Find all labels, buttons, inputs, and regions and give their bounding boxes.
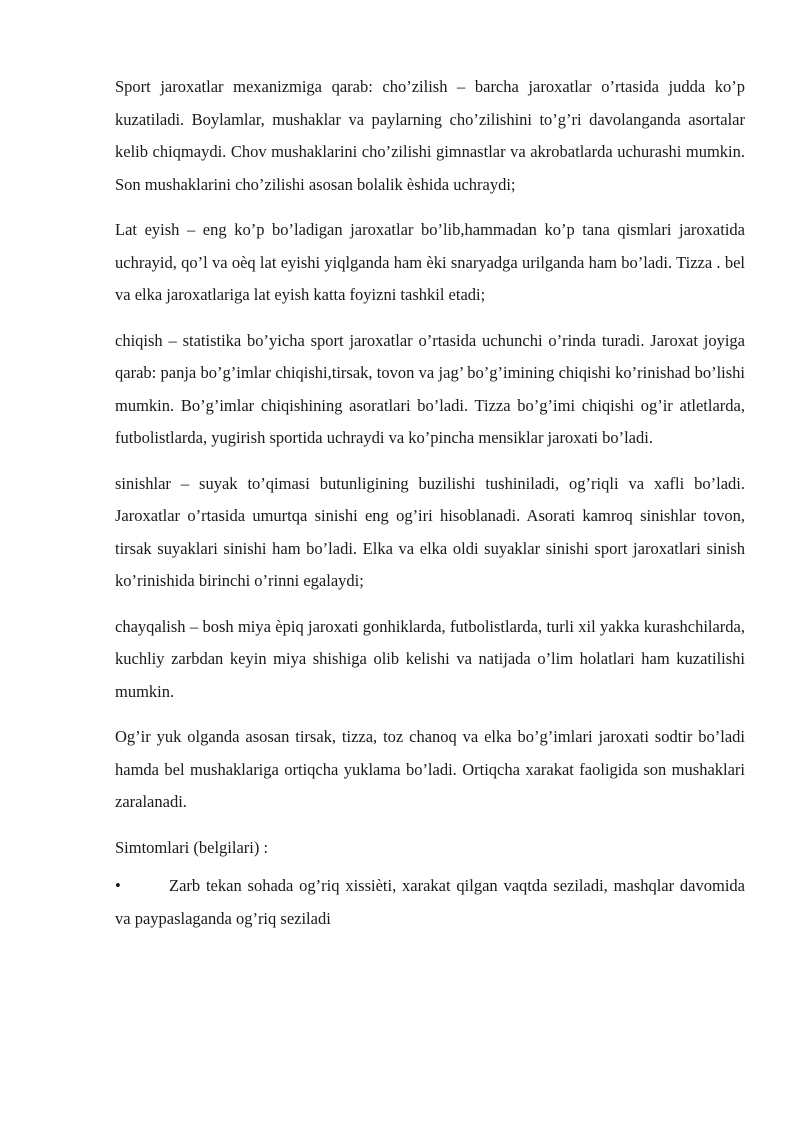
paragraph-bruise: Lat eyish – eng ko’p bo’ladigan jaroxatlar bo’lib,hammadan ko’p tana qismlari jaroxatida uchrayid, qo’l va oèq lat eyishi yiqlganda ham èki snaryadga urilganda ham bo’ladi. Tizza . bel va elka jaroxatlariga lat eyish katta foyizni tashkil etadi; <box>115 220 745 304</box>
paragraph-dislocation: chiqish – statistika bo’yicha sport jaroxatlar o’rtasida uchunchi o’rinda turadi. Jaroxat joyiga qarab: panja bo’g’imlar chiqishi,tirsak, tovon va jag’ bo’g’imining chiqishi ko’rinishad bo’lishi mumkin. Bo’g’imlar chiqishining asoratlari bo’ladi. Tizza bo’g’imi chiqishi og’ir atletlarda, futbolistlarda, yugirish sportida uchraydi va ko’pincha mensiklar jaroxati bo’ladi. <box>115 330 745 447</box>
bullet-icon: • <box>115 876 121 895</box>
paragraph-heavy-load: Og’ir yuk olganda asosan tirsak, tizza, toz chanoq va elka bo’g’imlari jaroxati sodtir bo’ladi hamda bel mushaklariga ortiqcha yuklama bo’ladi. Ortiqcha xarakat faoligida son mushaklari zaralanadi. <box>115 727 745 811</box>
paragraph-concussion: chayqalish – bosh miya èpiq jaroxati gonhiklarda, futbolistlarda, turli xil yakka kurashchilarda, kuchliy zarbdan keyin miya shishiga olib kelishi va natijada o’lim holatlari ham kuzatilishi mumkin. <box>115 616 745 701</box>
symptom-list-item <box>115 870 745 935</box>
paragraph-sprain: Sport jaroxatlar mexanizmiga qarab: cho’zilish – barcha jaroxatlar o’rtasida judda ko’p kuzatiladi. Boylamlar, mushaklar va paylarning cho’zilishini to’g’ri davolanganda asortalar kelib chiqmaydi. Chov mushaklarini cho’zilishi gimnastlar va akrobatlarda uchurashi mumkin. Son mushaklarini cho’zilishi asosan bolalik èshida uchraydi; <box>115 77 745 194</box>
symptoms-heading: Simtomlari (belgilari) : <box>115 837 269 857</box>
paragraph-fractures: sinishlar – suyak to’qimasi butunligining buzilishi tushiniladi, og’riqli va xafli bo’ladi. Jaroxatlar o’rtasida umurtqa sinishi eng og’iri hisoblanadi. Asorati kamroq sinishlar tovon, tirsak suyaklari sinishi ham bo’ladi. Elka va elka oldi suyaklar sinishi sport jaroxatlari sinish ko’rinishida birinchi o’rinni egalaydi; <box>115 473 745 590</box>
symptom-text: Zarb tekan sohada og’riq xissièti, xarakat qilgan vaqtda seziladi, mashqlar davomida va paypaslaganda og’riq seziladi <box>115 876 745 928</box>
document-page <box>115 71 745 935</box>
